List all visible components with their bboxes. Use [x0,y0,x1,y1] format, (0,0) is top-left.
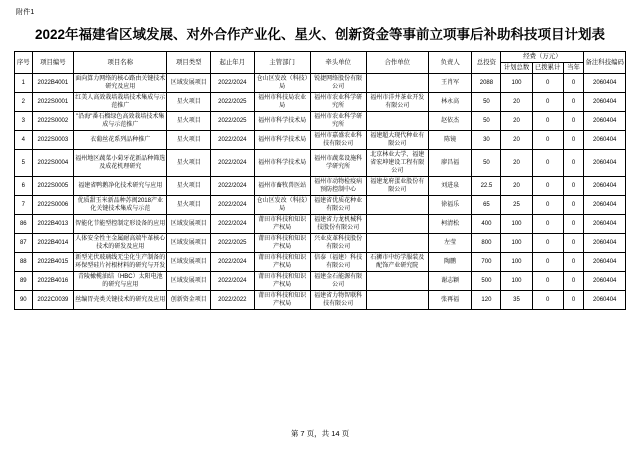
cell-lead-unit: 福州市动物检疫病预防控制中心 [310,177,366,196]
cell-lead-unit: 兴业皮革科技股份有限公司 [310,234,366,253]
cell-project-name: 红美人高效栽培栽培技术集成与示范推广 [74,93,167,112]
table-row [15,234,626,253]
table-row [15,291,626,310]
cell-funding-plan: 25 [501,196,532,215]
cell-project-name: 人体安全性主金属耐高端牛革核心技术的研发及应用 [74,234,167,253]
cell-lead-unit: 福建省优质花种业有限公司 [310,196,366,215]
cell-leader: 赵依杰 [428,112,472,131]
table-row [15,177,626,196]
cell-funding-accumulated: 0 [532,74,563,93]
cell-project-type: 星火项目 [167,112,211,131]
cell-coop-unit [366,112,428,131]
cell-note: 2060404 [584,150,626,177]
cell-project-type: 星火项目 [167,177,211,196]
cell-start-end: 2022/2024 [211,215,255,234]
cell-total-invest: 700 [472,253,501,272]
cell-coop-unit [366,291,428,310]
header-funding-plan: 计划总数 [501,63,532,74]
cell-lead-unit: 福州市蔬菜设施科学研究所 [310,150,366,177]
header-index: 序号 [15,52,33,74]
cell-funding-current-year: 0 [563,291,584,310]
header-leader: 负责人 [428,52,472,74]
cell-total-invest: 400 [472,215,501,234]
cell-project-name: 丝编胃壳类关键技术的研究及应用 [74,291,167,310]
cell-leader: 张再福 [428,291,472,310]
cell-total-invest: 22.5 [472,177,501,196]
cell-note: 2060404 [584,253,626,272]
cell-leader: 谢志颖 [428,272,472,291]
cell-leader: 左莹 [428,234,472,253]
cell-index: 89 [15,272,33,291]
cell-funding-plan: 20 [501,177,532,196]
table-header [15,52,626,74]
cell-host-dept: 福州市科学技术局 [254,150,310,177]
header-start-end: 起止年月 [211,52,255,74]
cell-leader: 陶鹏 [428,253,472,272]
cell-funding-accumulated: 0 [532,93,563,112]
cell-host-dept: 莆田市科技和知识产权局 [254,291,310,310]
table-row [15,253,626,272]
cell-funding-accumulated: 0 [532,291,563,310]
cell-lead-unit: 福州市嘉盛农业科技有限公司 [310,131,366,150]
cell-project-type: 区域发展项目 [167,74,211,93]
cell-funding-plan: 35 [501,291,532,310]
cell-funding-current-year: 0 [563,196,584,215]
header-project-type: 项目类型 [167,52,211,74]
cell-start-end: 2022/2024 [211,150,255,177]
cell-funding-accumulated: 0 [532,253,563,272]
cell-note: 2060404 [584,74,626,93]
cell-project-type: 区域发展项目 [167,253,211,272]
cell-index: 86 [15,215,33,234]
cell-funding-plan: 20 [501,150,532,177]
cell-funding-plan: 100 [501,74,532,93]
cell-leader: 徐福乐 [428,196,472,215]
cell-funding-plan: 20 [501,112,532,131]
cell-host-dept: 莆田市科技和知识产权局 [254,253,310,272]
cell-funding-plan: 20 [501,131,532,150]
cell-start-end: 2022/2024 [211,272,255,291]
header-row-top [15,52,626,63]
table-row [15,131,626,150]
cell-funding-plan: 100 [501,215,532,234]
cell-total-invest: 800 [472,234,501,253]
cell-project-name: "沿海"番石榴绿色高效栽培技术集成与示范推广 [74,112,167,131]
cell-project-code: 2022S0005 [32,177,73,196]
cell-funding-accumulated: 0 [532,177,563,196]
cell-lead-unit: 锐捷网络股份有限公司 [310,74,366,93]
cell-host-dept: 莆田市科技和知识产权局 [254,234,310,253]
cell-coop-unit: 福建龙府蛋业股份有限公司 [366,177,428,196]
table-row [15,93,626,112]
cell-coop-unit [366,196,428,215]
table-row [15,74,626,93]
cell-start-end: 2022/2024 [211,74,255,93]
cell-funding-current-year: 0 [563,215,584,234]
cell-host-dept: 福州市科技局农业局 [254,93,310,112]
header-funding-accumulated: 已拨累计 [532,63,563,74]
cell-note: 2060404 [584,131,626,150]
cell-index: 3 [15,112,33,131]
cell-index: 88 [15,253,33,272]
cell-project-code: 2022B4016 [32,272,73,291]
table-row [15,196,626,215]
cell-project-name: 面向算力网络的核心路由关键技术研究及应用 [74,74,167,93]
cell-funding-accumulated: 0 [532,215,563,234]
cell-funding-accumulated: 0 [532,131,563,150]
cell-total-invest: 120 [472,291,501,310]
cell-funding-plan: 20 [501,93,532,112]
cell-project-type: 星火项目 [167,93,211,112]
cell-host-dept: 莆田市科技和知识产权局 [254,215,310,234]
cell-start-end: 2022/2024 [211,177,255,196]
cell-project-type: 星火项目 [167,131,211,150]
cell-project-type: 区域发展项目 [167,234,211,253]
header-funding-current-year: 当年 [563,63,584,74]
table-row [15,215,626,234]
cell-project-code: 2022S0001 [32,93,73,112]
cell-coop-unit [366,215,428,234]
cell-total-invest: 50 [472,150,501,177]
cell-start-end: 2022/2022 [211,291,255,310]
cell-note: 2060404 [584,196,626,215]
cell-total-invest: 2088 [472,74,501,93]
cell-total-invest: 500 [472,272,501,291]
header-coop-unit: 合作单位 [366,52,428,74]
cell-start-end: 2022/2025 [211,234,255,253]
cell-start-end: 2022/2024 [211,196,255,215]
cell-project-type: 区域发展项目 [167,272,211,291]
cell-funding-accumulated: 0 [532,150,563,177]
cell-host-dept: 仓山区发改（科技）局 [254,74,310,93]
cell-funding-accumulated: 0 [532,196,563,215]
cell-start-end: 2022/2025 [211,93,255,112]
table-row [15,112,626,131]
cell-funding-current-year: 0 [563,112,584,131]
cell-total-invest: 50 [472,93,501,112]
cell-total-invest: 30 [472,131,501,150]
cell-index: 5 [15,150,33,177]
cell-lead-unit: 福建金石能源有限公司 [310,272,366,291]
cell-coop-unit [366,234,428,253]
cell-project-code: 2022S0003 [32,131,73,150]
cell-project-type: 星火项目 [167,150,211,177]
cell-lead-unit: 福州市农业科学研究所 [310,112,366,131]
cell-funding-current-year: 0 [563,177,584,196]
cell-coop-unit: 北京林业大学、福建省宏坤建设工程有限公司 [366,150,428,177]
cell-project-name: 福州地区蔬菜小菊牙花新品种筛选及成花机理研究 [74,150,167,177]
cell-funding-accumulated: 0 [532,112,563,131]
cell-index: 2 [15,93,33,112]
cell-leader: 陈镜 [428,131,472,150]
cell-note: 2060404 [584,215,626,234]
cell-project-code: 2022S0002 [32,112,73,131]
cell-index: 1 [15,74,33,93]
header-total-invest: 总投资 [472,52,501,74]
cell-host-dept: 福州市畜牧兽医站 [254,177,310,196]
cell-coop-unit: 福州市洋井茶业开发有限公司 [366,93,428,112]
cell-project-type: 区域发展项目 [167,215,211,234]
cell-leader: 刘进泉 [428,177,472,196]
header-project-code: 项目编号 [32,52,73,74]
table-row [15,150,626,177]
cell-funding-current-year: 0 [563,93,584,112]
table-body [15,74,626,310]
cell-note: 2060404 [584,234,626,253]
cell-leader: 林永高 [428,93,472,112]
cell-project-code: 2022S0006 [32,196,73,215]
page-footer: 第 7 页，共 14 页 [290,429,350,438]
attachment-label: 附件1 [16,9,35,16]
cell-lead-unit: 福建省力龙机械科技股份有限公司 [310,215,366,234]
cell-funding-current-year: 0 [563,131,584,150]
cell-project-code: 2022S0004 [32,150,73,177]
cell-project-type: 创新资金项目 [167,291,211,310]
cell-coop-unit: 福建超大现代种业有限公司 [366,131,428,150]
cell-total-invest: 65 [472,196,501,215]
cell-note: 2060404 [584,93,626,112]
cell-funding-plan: 100 [501,234,532,253]
cell-project-code: 2022B4001 [32,74,73,93]
cell-project-name: 新型光伏玻璃线无尘化生产制备的环保型硅片衬根材料的研究与开发 [74,253,167,272]
cell-funding-current-year: 0 [563,74,584,93]
header-funding-group: 经费（万元） [501,52,584,63]
cell-coop-unit: 石狮市中纺学服装及配饰产业研究院 [366,253,428,272]
cell-project-code: 2022B4015 [32,253,73,272]
cell-coop-unit [366,74,428,93]
cell-leader: 廖昌福 [428,150,472,177]
cell-funding-accumulated: 0 [532,234,563,253]
cell-project-code: 2022B4014 [32,234,73,253]
cell-lead-unit: 信泰（福建）科技有限公司 [310,253,366,272]
table-row [15,272,626,291]
cell-start-end: 2022/2024 [211,253,255,272]
cell-host-dept: 福州市科学技术局 [254,131,310,150]
page-title: 2022年福建省区域发展、对外合作产业化、星火、创新资金等事前立项事后补助科技项目计划表 [34,27,606,42]
cell-host-dept: 福州市科学技术局 [254,112,310,131]
cell-host-dept: 仓山区发改（科技）局 [254,196,310,215]
cell-lead-unit: 福建省力物智联科技有限公司 [310,291,366,310]
cell-note: 2060404 [584,112,626,131]
cell-project-code: 2022C0039 [32,291,73,310]
cell-project-code: 2022B4013 [32,215,73,234]
cell-funding-current-year: 0 [563,253,584,272]
project-plan-table [14,51,626,310]
cell-index: 87 [15,234,33,253]
cell-note: 2060404 [584,272,626,291]
cell-leader: 柯清松 [428,215,472,234]
header-host-dept: 主管部门 [254,52,310,74]
cell-project-name: 福建省鸭鹅净化技术研究与应用 [74,177,167,196]
cell-start-end: 2022/2024 [211,131,255,150]
header-note: 备注科技编码 [584,52,626,74]
cell-lead-unit: 福州市农业科学研究所 [310,93,366,112]
header-lead-unit: 牵头单位 [310,52,366,74]
cell-index: 4 [15,131,33,150]
cell-funding-plan: 100 [501,253,532,272]
cell-project-name: 智能化节能型控制定形设备的应用 [74,215,167,234]
cell-index: 7 [15,196,33,215]
cell-project-name: 优质甜玉米新品种苏闽2018产业化关键技术集成与示范 [74,196,167,215]
cell-funding-accumulated: 0 [532,272,563,291]
cell-host-dept: 莆田市科技和知识产权局 [254,272,310,291]
cell-funding-current-year: 0 [563,272,584,291]
cell-project-name: 青陵橄榄油结（HBC）太阳电池的研究与应用 [74,272,167,291]
cell-funding-current-year: 0 [563,150,584,177]
cell-note: 2060404 [584,291,626,310]
cell-funding-plan: 100 [501,272,532,291]
cell-project-name: 衣葡丝花系列品种推广 [74,131,167,150]
cell-total-invest: 50 [472,112,501,131]
cell-leader: 王肖军 [428,74,472,93]
cell-funding-current-year: 0 [563,234,584,253]
cell-project-type: 星火项目 [167,196,211,215]
cell-start-end: 2022/2025 [211,112,255,131]
cell-coop-unit [366,272,428,291]
cell-note: 2060404 [584,177,626,196]
cell-index: 6 [15,177,33,196]
header-project-name: 项目名称 [74,52,167,74]
cell-index: 90 [15,291,33,310]
